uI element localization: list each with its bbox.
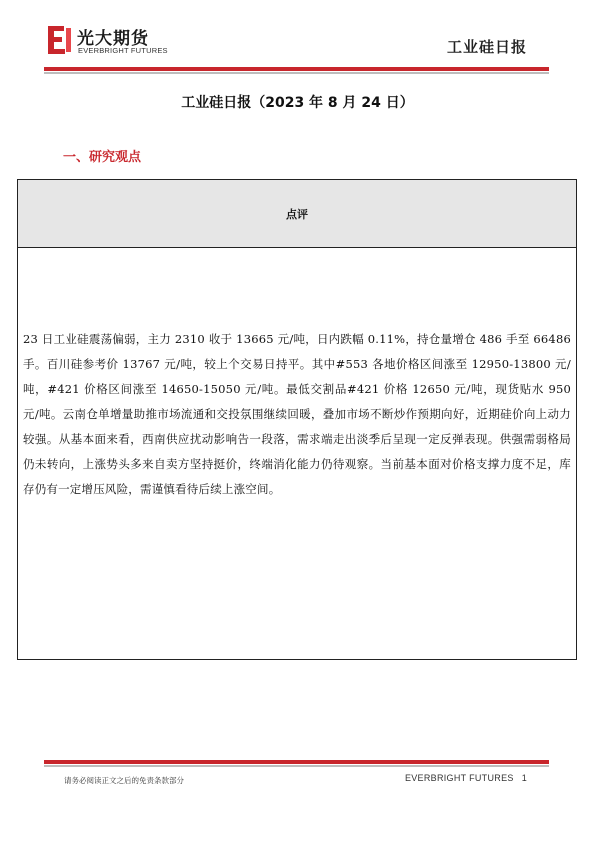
logo-english-name: EVERBRIGHT FUTURES [78, 46, 168, 55]
footer-brand: EVERBRIGHT FUTURES [404, 773, 514, 783]
panel-header: 点评 [18, 180, 576, 248]
footer-rule-gray [44, 765, 549, 767]
section-heading: 一、研究观点 [63, 150, 142, 165]
logo-chinese-name: 光大期货 [77, 29, 149, 49]
header-rule-red [44, 67, 549, 71]
everbright-logo-icon [44, 24, 72, 56]
document-title: 工业硅日报（2023 年 8 月 24 日） [181, 95, 414, 111]
commentary-text: 23 日工业硅震荡偏弱，主力 2310 收于 13665 元/吨，日内跌幅 0.11%，持仓量增仓 486 手至 66486 手。百川硅参考价 13767 元/吨，较上个交易日持平。其中#553 各地价格区间涨至 12950-13800 元/吨，#421 价格区间涨至 14650-15050 元/吨。最低交割品#421 价格 12650 元/吨，现货贴水 950 元/吨。云南仓单增量助推市场流通和交投氛围继续回暖，叠加市场不断炒作预期向好，近期硅价向上动力较强。从基本面来看，西南供应扰动影响告一段落，需求端走出淡季后呈现一定反弹表现。供强需弱格局仍未转向，上涨势头多来自卖方坚持挺价，终端消化能力仍待观察。当前基本面对价格支撑力度不足，库存仍有一定增压风险，需谨慎看待后续上涨空间。 [23, 332, 571, 496]
commentary-panel [17, 179, 577, 660]
page-number: 1 [521, 773, 527, 783]
footer-disclaimer: 请务必阅读正文之后的免责条款部分 [64, 776, 184, 785]
footer-rule-red [44, 760, 549, 764]
company-logo [44, 22, 174, 58]
header-rule-gray [44, 72, 549, 74]
header-report-name: 工业硅日报 [446, 38, 527, 56]
footer-brand-page [397, 773, 527, 783]
